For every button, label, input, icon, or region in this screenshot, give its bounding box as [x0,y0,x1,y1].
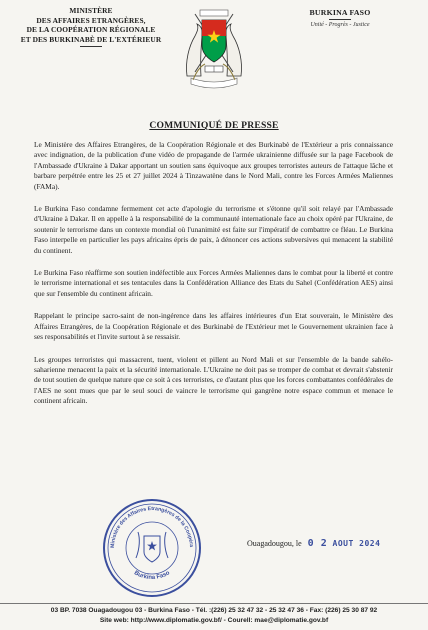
footer-address: 03 BP. 7038 Ouagadougou 03 - Burkina Faso - Tél. :(226) 25 32 47 32 - 25 32 47 36 - Fax: (226) 25 30 87 92 [50,607,378,614]
dateline [247,538,380,549]
paragraph: Le Burkina Faso condamne fermement cet acte d'apologie du terrorisme et s'étonne qu'il soit relayé par l'Ambassade d'Ukraine à Dakar. Il en appelle à la responsabilité de la communauté internationale face au choix opéré par l'Ukraine, de soutenir le terrorisme dans un contexte mondial où l'unanimité est faite sur l'impératif de combattre ce fléau. Le Burkina Faso interpelle en particulier les pays africains épris de paix, à dénoncer ces actions subversives qui menacent la stabilité du continent. [34,204,393,255]
paragraph: Les groupes terroristes qui massacrent, tuent, violent et pillent au Nord Mali et sur l'ensemble de la bande sahélo-saharienne menacent la paix et la sécurité internationale. L'Ukraine ne doit pas se tromper de combat et devrait s'abstenir de tout soutien de quelque nature que ce soit à ces terroristes, ce d'autant plus que les forces combattantes confédérales de l'AES ne sont mues que par le seul souci de vaincre le terrorisme qui gangrène notre espace commun et menace le continent africain. [34,354,393,406]
ministry-line: DE LA COOPÉRATION RÉGIONALE [26,25,156,35]
date-stamp [308,539,381,548]
coat-of-arms-icon [183,6,245,90]
footer-contact: Site web: http://www.diplomatie.gov.bf/ - Courell: mae@diplomatie.gov.bf [99,616,329,624]
ministry-line: MINISTÈRE [69,6,113,15]
ministry-header [10,6,172,47]
ministry-rule [80,46,102,47]
svg-text:Burkina Faso [133,570,171,581]
date-stamp-month-year: AOUT 2024 [332,539,381,548]
country-name: BURKINA FASO [309,8,371,17]
document-body [34,140,393,419]
ministry-seal-stamp [100,496,204,600]
paragraph: Le Burkina Faso réaffirme son soutien indéfectible aux Forces Armées Maliennes dans le combat pour la liberté et contre le terrorisme international et ses tentacules dans la Confédération Alliance des Etats du Sahel (Confédération AES) ainsi que sur l'ensemble du continent africain. [34,268,393,298]
seal-text: Ministère des Affaires Etrangères de la Coopéra [109,505,195,549]
footer-divider [0,603,428,604]
paragraph: Le Ministère des Affaires Etrangères, de la Coopération Régionale et des Burkinabè de l'Extérieur a pris connaissance avec indignation, de la publication d'une vidéo de propagande de l'armée ukrainienne diffusée sur la page Facebook de l'Ambassade d'Ukraine à Dakar apportant un soutien sans équivoque aux groupes terroristes auteurs de l'attaque lâche et barbare perpétrée entre les 25 et 27 juillet 2024 à Tinzawatène dans le Nord Mali, contre les Forces Armées Maliennes (FAMa). [34,140,393,191]
footer [0,606,428,625]
country-header [286,8,394,28]
dateline-place: Ouagadougou, le [247,539,302,548]
seal-bottom-text: Burkina Faso [132,570,171,581]
document-title: COMMUNIQUÉ DE PRESSE [149,120,279,131]
country-motto: Unité - Progrès - Justice [310,22,370,28]
country-rule [329,19,351,20]
date-stamp-day: 0 2 [307,538,328,549]
ministry-line: DES AFFAIRES ETRANGÈRES, [36,15,146,25]
ministry-line: ET DES BURKINABÈ DE L'EXTÉRIEUR [20,34,162,44]
paragraph: Rappelant le principe sacro-saint de non-ingérence dans les affaires intérieures d'un Etat souverain, le Ministère des Affaires Etrangères, de la Coopération Régionale et des Burkinabè de l'Extérieur met le Gouvernement ukrainien face à ses responsabilités et l'invite surtout à se ressaisir. [34,311,393,342]
